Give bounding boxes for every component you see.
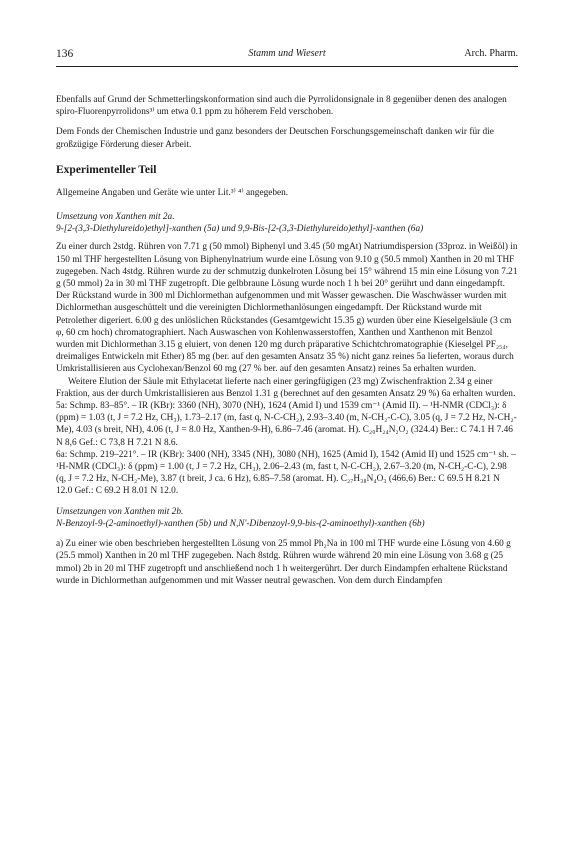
intro-paragraph: Ebenfalls auf Grund der Schmetterlingskonformation sind auch die Pyrrolidonsignale in 8 gegenüber denen des analogen spiro-Fluorenpyrrolidons³⁾ um etwa 0.1 ppm zu höherem Feld verschoben. [56,95,507,118]
subsection-compounds-2a: 9-[2-(3,3-Diethylureido)ethyl]-xanthen (5a) und 9,9-Bis-[2-(3,3-Diethylureido)ethyl]-xanthen (6a) [56,224,424,235]
analytical-data-5a: 5a: Schmp. 83–85°. – IR (KBr): 3360 (NH), 3070 (NH), 1624 (Amid I) und 1539 cm⁻¹ (Amid II). – ¹H-NMR (CDCl₃): δ (ppm) = 1.03 (t, J = 7.2 Hz, CH₃), 1.73–2.17 (m, fast q, N-C-CH₂), 2.93–3.40 (m, N-CH₂-C-C), 3.05 (q, J = 7.2 Hz, N-CH₂-Me), 4.03 (s breit, NH), 4.06 (t, J = 8.0 Hz, Xanthen-9-H), 6.86–7.46 (aromat. H). C₂₀H₂₄N₂O₂ (324.4) Ber.: C 74.1 H 7.46 N 8,6 Gef.: C 73,8 H 7.21 N 8.6. [56,401,517,448]
procedure-paragraph-5a: Zu einer durch 2stdg. Rühren von 7.71 g (50 mmol) Biphenyl und 3.45 (50 mgAt) Natriumdispersion (33proz. in Weißöl) in 150 ml THF hergestellten Lösung von Biphenylnatrium wurde eine Lösung von 9.10 g (50.5 mmol) Xanthen in 20 ml THF zugegeben. Nach 4stdg. Rühren wurde zu der schmutzig dunkelroten Lösung bei 15° während 15 min eine Lösung von 7.21 g (50 mmol) 2a in 30 ml THF zugetropft. Die gelbbraune Lösung wurde noch 1 h bei 20° gerührt und dann eingedampft. Der Rückstand wurde in 300 ml Dichlormethan aufgenommen und mit Wasser gewaschen. Die Waschwässer wurden mit Dichlormethan ausgeschüttelt und die vereinigten Dichlormethanlösungen eingedampft. Der Rückstand wurde mit Petrolether digeriert. 6.00 g des unlöslichen Rückstandes (Gesamtgewicht 15.35 g) wurden über eine Kieselgelsäule (3 cm φ, 60 cm hoch) chromatographiert. Nach Auswaschen von Kohlenwasserstoffen, Xanthen und Xanthenon mit Benzol wurden mit Dichlormethan 3.15 g eluiert, von denen 120 mg durch präparative Schichtchromatographie (Kieselgel PF₂₅₄, dreimaliges Entwickeln mit Ether) 85 mg (ber. auf den gesamten Ansatz 35 %) nicht ganz reines 5a lieferten, woraus durch Umkristallisieren aus Cyclohexan/Benzol 60 mg (27 % ber. auf den gesamten Ansatz) reines 5a erhalten wurden. [56,242,518,375]
running-authors: Stamm und Wiesert [248,48,326,59]
header-rule [56,66,518,67]
page-body [56,94,518,587]
journal-name: Arch. Pharm. [464,48,518,59]
procedure-paragraph-2b: a) Zu einer wie oben beschrieben hergestellten Lösung von 25 mmol Ph₂Na in 100 ml THF wurde eine Lösung von 4.60 g (25.5 mmol) Xanthen in 20 ml THF zugegeben. Nach 8stdg. Rühren wurde während 20 min eine Lösung von 3.68 g (25 mmol) 2b in 20 ml THF zugetropft und anschließend noch 1 h weitergerührt. Der durch Eindampfen erhaltene Rückstand wurde in Dichlormethan aufgenommen und mit Wasser neutral gewaschen. Von dem durch Eindampfen [56,539,511,586]
acknowledgement-paragraph: Dem Fonds der Chemischen Industrie und ganz besonders der Deutschen Forschungsgemeinschaft danken wir für die großzügige Förderung dieser Arbeit. [56,127,494,150]
page-number: 136 [56,48,74,60]
subsection-compounds-2b: N-Benzoyl-9-(2-aminoethyl)-xanthen (5b) und N,N'-Dibenzoyl-9,9-bis-(2-aminoethyl)-xanthen (6b) [56,518,425,529]
running-header [56,48,518,66]
section-heading: Experimenteller Teil [56,163,157,176]
subsection-title-2a: Umsetzung von Xanthen mit 2a. [56,212,175,223]
subsection-title-2b: Umsetzungen von Xanthen mit 2b. [56,506,184,517]
procedure-paragraph-6a: Weitere Elution der Säule mit Ethylacetat lieferte nach einer geringfügigen (23 mg) Zwischenfraktion 2.34 g einer Fraktion, aus der durch Umkristallisieren aus Benzol 1.31 g (berechnet auf den gesamten Ansatz 29 %) 6a erhalten wurden. [56,376,516,399]
analytical-data-6a: 6a: Schmp. 219–221°. – IR (KBr): 3400 (NH), 3345 (NH), 3080 (NH), 1625 (Amid I), 1542 (Amid II) und 1525 cm⁻¹ sh. – ¹H-NMR (CDCl₃): δ (ppm) = 1.00 (t, J = 7.2 Hz, CH₃), 2.06–2.43 (m, fast t, N-C-CH₂), 2.67–3.20 (m, N-CH₂-C-C), 2.98 (q, J = 7.2 Hz, N-CH₂-Me), 3.87 (t breit, J ca. 6 Hz), 6.85–7.58 (aromat. H). C₂₇H₃₈N₄O₃ (466,6) Ber.: C 69.5 H 8.21 N 12.0 Gef.: C 69.2 H 8.01 N 12.0. [56,449,516,497]
general-methods: Allgemeine Angaben und Geräte wie unter Lit.³⁾ ⁴⁾ angegeben. [56,187,289,198]
